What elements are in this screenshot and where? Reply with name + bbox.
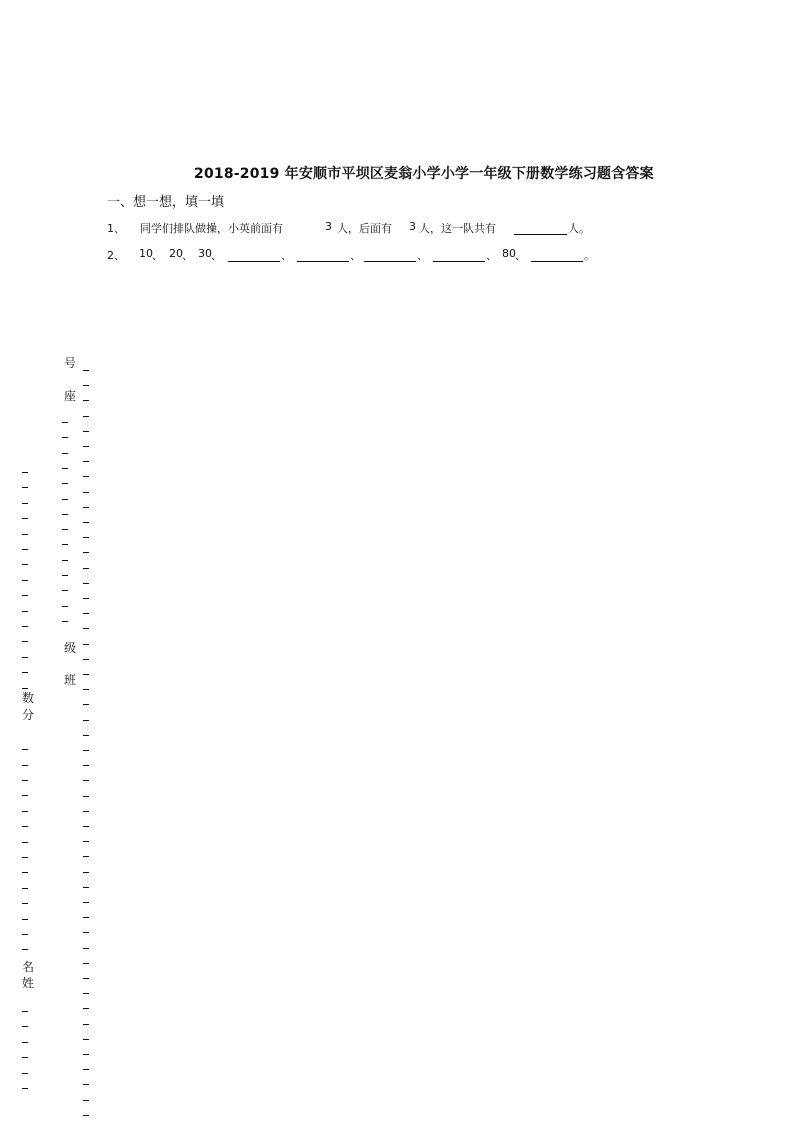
question-1-text-end: 人。 — [568, 222, 590, 235]
cut-line-dash — [22, 934, 28, 935]
cut-line-dash — [22, 780, 28, 781]
question-2-sep: 、 — [417, 249, 428, 262]
question-2-number: 2、 — [107, 249, 125, 262]
cut-line-dash — [83, 826, 89, 827]
cut-line-dash — [22, 872, 28, 873]
cut-line-dash — [22, 626, 28, 627]
cut-line-dash — [83, 856, 89, 857]
cut-line-dash — [83, 446, 89, 447]
cut-line-dash — [22, 503, 28, 504]
cut-line-dash — [83, 552, 89, 553]
cut-line-dash — [83, 431, 89, 432]
cut-line-dash — [83, 811, 89, 812]
cut-line-dash — [83, 583, 89, 584]
cut-line-dash — [83, 796, 89, 797]
cut-line-dash — [22, 919, 28, 920]
cut-line-dash — [22, 1042, 28, 1043]
cut-line-dash — [62, 468, 68, 469]
cut-line-dash — [83, 416, 89, 417]
cut-line-dash — [22, 672, 28, 673]
name-label: 名 — [22, 960, 35, 974]
cut-line-dash — [83, 1084, 89, 1085]
cut-line-dash — [83, 461, 89, 462]
question-1-text-a: 同学们排队做操，小英前面有 — [140, 222, 283, 235]
cut-line-dash — [83, 689, 89, 690]
cut-line-dash — [83, 1115, 89, 1116]
cut-line-dash — [83, 628, 89, 629]
cut-line-dash — [83, 963, 89, 964]
seat-number-label: 座 — [64, 389, 77, 403]
cut-line-dash — [62, 544, 68, 545]
question-2-sep: 、 — [515, 249, 526, 262]
class-label: 班 — [64, 673, 77, 687]
cut-line-dash — [83, 1024, 89, 1025]
cut-line-dash — [83, 841, 89, 842]
cut-line-dash — [83, 750, 89, 751]
cut-line-dash — [22, 842, 28, 843]
cut-line-dash — [62, 606, 68, 607]
cut-line-dash — [83, 902, 89, 903]
cut-line-dash — [83, 400, 89, 401]
cut-line-dash — [83, 659, 89, 660]
cut-line-dash — [22, 826, 28, 827]
question-1-number: 1、 — [107, 222, 125, 235]
cut-line-dash — [62, 437, 68, 438]
cut-line-dash — [22, 811, 28, 812]
question-2-sep: 、 — [182, 249, 193, 262]
cut-line-dash — [62, 514, 68, 515]
cut-line-dash — [62, 575, 68, 576]
question-2-end: 。 — [584, 249, 595, 262]
cut-line-dash — [83, 1069, 89, 1070]
cut-line-dash — [62, 499, 68, 500]
cut-line-dash — [83, 1100, 89, 1101]
cut-line-dash — [22, 1057, 28, 1058]
cut-line-dash — [83, 476, 89, 477]
question-1-count-front: 3 — [325, 220, 332, 233]
cut-line-dash — [83, 644, 89, 645]
cut-line-dash — [22, 518, 28, 519]
cut-line-dash — [22, 549, 28, 550]
cut-line-dash — [83, 887, 89, 888]
cut-line-dash — [22, 795, 28, 796]
cut-line-dash — [83, 948, 89, 949]
cut-line-dash — [83, 932, 89, 933]
question-2-value-3: 30 — [198, 247, 212, 260]
cut-line-dash — [83, 537, 89, 538]
cut-line-dash — [83, 978, 89, 979]
cut-line-dash — [83, 568, 89, 569]
cut-line-dash — [83, 993, 89, 994]
cut-line-dash — [22, 641, 28, 642]
question-1-text-b: 人，后面有 — [337, 222, 392, 235]
cut-line-dash — [83, 507, 89, 508]
cut-line-dash — [83, 735, 89, 736]
question-2-value-2: 20 — [169, 247, 183, 260]
cut-line-dash — [83, 1054, 89, 1055]
cut-line-dash — [83, 765, 89, 766]
cut-line-dash — [22, 749, 28, 750]
cut-line-dash — [83, 704, 89, 705]
cut-line-dash — [22, 1073, 28, 1074]
cut-line-dash — [83, 613, 89, 614]
cut-line-dash — [22, 534, 28, 535]
question-2-sep: 、 — [486, 249, 497, 262]
cut-line-dash — [22, 472, 28, 473]
page-title: 2018-2019 年安顺市平坝区麦翁小学小学一年级下册数学练习题含答案 — [194, 166, 654, 182]
question-2-sep: 、 — [152, 249, 163, 262]
name-label: 姓 — [22, 976, 35, 990]
cut-line-dash — [22, 857, 28, 858]
cut-line-dash — [62, 621, 68, 622]
cut-line-dash — [83, 1008, 89, 1009]
question-2-value-1: 10 — [139, 247, 153, 260]
cut-line-dash — [22, 765, 28, 766]
cut-line-dash — [22, 688, 28, 689]
cut-line-dash — [22, 487, 28, 488]
question-1-count-back: 3 — [409, 220, 416, 233]
score-label: 分 — [22, 708, 35, 722]
cut-line-dash — [83, 674, 89, 675]
question-2-sep: 、 — [211, 249, 222, 262]
cut-line-dash — [83, 492, 89, 493]
cut-line-dash — [22, 580, 28, 581]
question-2-sep: 、 — [281, 249, 292, 262]
cut-line-dash — [62, 483, 68, 484]
score-label: 数 — [22, 691, 35, 705]
cut-line-dash — [22, 1026, 28, 1027]
cut-line-dash — [83, 385, 89, 386]
class-label: 级 — [64, 641, 77, 655]
question-2-value-4: 80 — [502, 247, 516, 260]
cut-line-dash — [22, 1011, 28, 1012]
cut-line-dash — [22, 903, 28, 904]
cut-line-dash — [22, 1088, 28, 1089]
cut-line-dash — [83, 370, 89, 371]
cut-line-dash — [83, 917, 89, 918]
cut-line-dash — [62, 560, 68, 561]
cut-line-dash — [62, 590, 68, 591]
cut-line-dash — [83, 1039, 89, 1040]
cut-line-dash — [22, 657, 28, 658]
section-heading: 一、想一想，填一填 — [107, 195, 225, 210]
cut-line-dash — [22, 611, 28, 612]
cut-line-dash — [22, 949, 28, 950]
cut-line-dash — [62, 529, 68, 530]
question-2-sep: 、 — [350, 249, 361, 262]
cut-line-dash — [83, 720, 89, 721]
seat-number-label: 号 — [64, 356, 77, 370]
cut-line-dash — [62, 422, 68, 423]
cut-line-dash — [83, 780, 89, 781]
cut-line-dash — [22, 564, 28, 565]
question-1-text-c: 人，这一队共有 — [419, 222, 496, 235]
cut-line-dash — [22, 888, 28, 889]
cut-line-dash — [62, 453, 68, 454]
cut-line-dash — [83, 598, 89, 599]
cut-line-dash — [83, 522, 89, 523]
cut-line-dash — [22, 595, 28, 596]
cut-line-dash — [83, 872, 89, 873]
